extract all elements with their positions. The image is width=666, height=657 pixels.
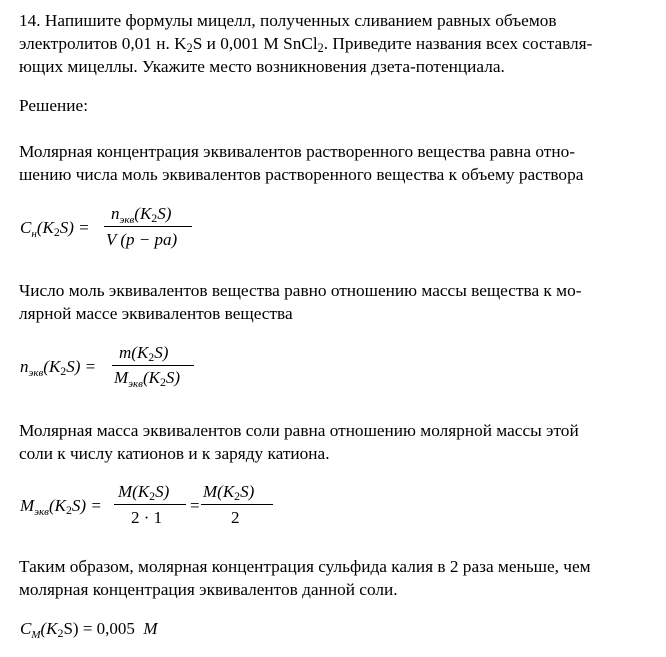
paragraph-1-line-2: шению числа моль эквивалентов растворенного вещества к объему раствора bbox=[19, 165, 584, 184]
paragraph-2-line-1: Число моль эквивалентов вещества равно отношению массы вещества к мо- bbox=[19, 281, 582, 300]
paragraph-3-line-2: соли к числу катионов и к заряду катиона. bbox=[19, 444, 330, 463]
problem-line-3: ющих мицеллы. Укажите место возникновения дзета-потенциала. bbox=[19, 57, 505, 76]
paragraph-2-line-2: лярной массе эквивалентов вещества bbox=[19, 304, 293, 323]
paragraph-3-line-1: Молярная масса эквивалентов соли равна отношению молярной массы этой bbox=[19, 421, 579, 440]
solution-heading: Решение: bbox=[19, 96, 88, 115]
paragraph-4-line-2: молярная концентрация эквивалентов данной соли. bbox=[19, 580, 398, 599]
paragraph-1-line-1: Молярная концентрация эквивалентов растворенного вещества равна отно- bbox=[19, 142, 576, 161]
paragraph-4-line-1: Таким образом, молярная концентрация сульфида калия в 2 раза меньше, чем bbox=[19, 557, 591, 576]
problem-line-2: электролитов 0,01 н. $K_2S$ и 0,001 М SnCl$_2$. Приведите названия всех составля- bbox=[19, 34, 593, 56]
problem-line-1: 14. Напишите формулы мицелл, полученных сливанием равных объемов bbox=[19, 11, 557, 30]
